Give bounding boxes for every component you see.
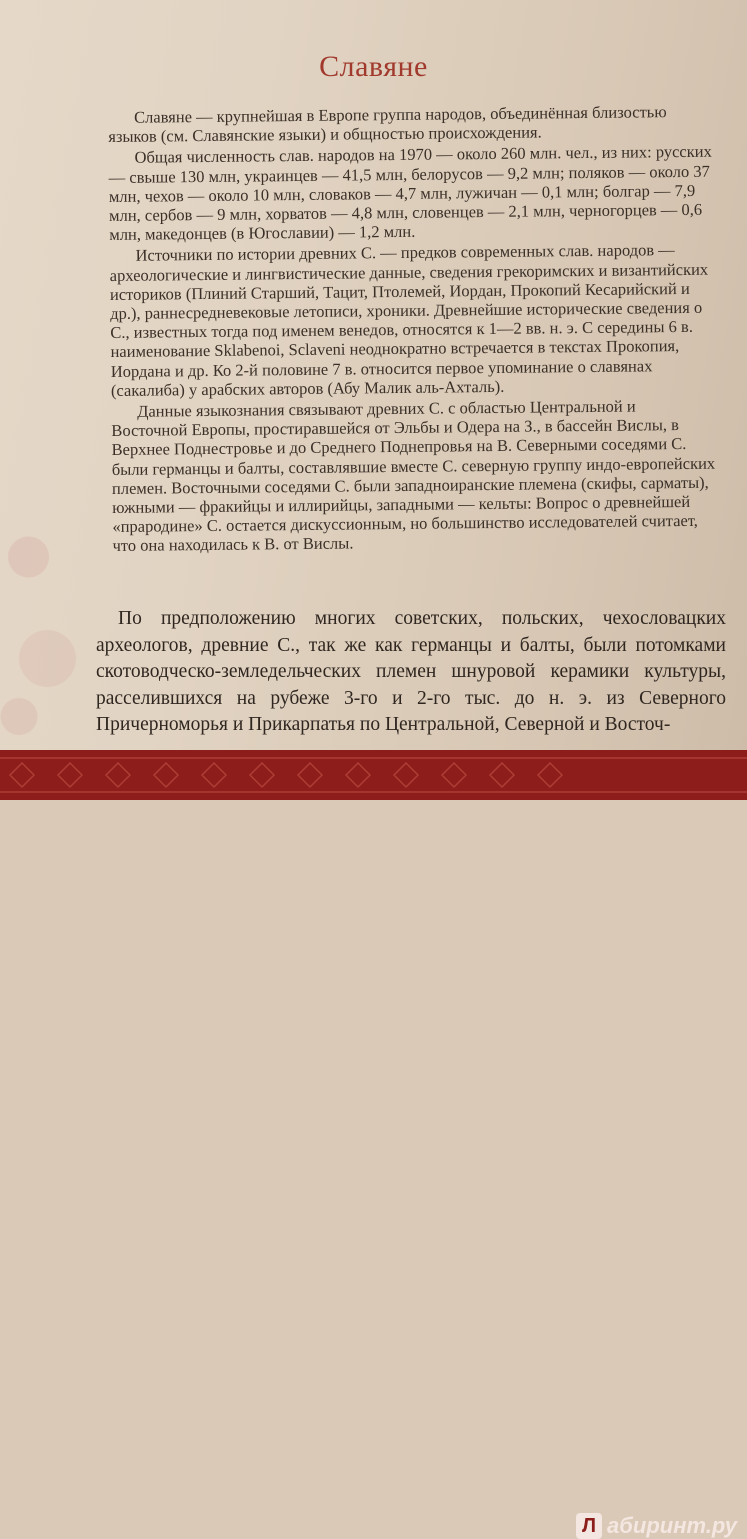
ornament-pattern [0, 750, 747, 800]
paragraph-sources: Источники по истории древних С. — предков современных слав. народов — археологические и лингвистические данные, сведения грекоримских и византийских историков (Плиний Старший, Тацит, Птолемей, Иордан, Прокопий Кесарийский и др.), раннесредневековые летописи, хроники. Древнейшие исторические сведения о С., известных тогда под именем венедов, относятся к 1—2 вв. н. э. С середины 6 в. наименование Sklabenoi, Sclaveni неоднократно встречается в текстах Прокопия, Иордана и др. Ко 2-й половине 7 в. относится первое упоминание о славянах (сакалиба) у арабских авторов (Абу Малик аль-Ахталь). [109, 240, 709, 400]
paragraph-archaeology: По предположению многих советских, польских, чехословацких археологов, древние С., так же как германцы и балты, были потомками скотоводческо-земледельческих племен шнуровой керамики культуры, расселившихся на рубеже 3-го и 2-го тыс. до н. э. из Северного Причерноморья и Прикарпатья по Центральной, Северной и Восточ- [96, 608, 726, 735]
floral-ornament [0, 470, 95, 760]
watermark-text: абиринт.ру [607, 1513, 737, 1538]
labirint-logo-icon: Л [576, 1513, 602, 1539]
decorative-footer-band [0, 750, 747, 1538]
paragraph-intro: Славяне — крупнейшая в Европе группа народов, объединённая близостью языков (см. Славянские языки) и общностью происхождения. [108, 102, 667, 147]
labirint-watermark [576, 1513, 737, 1539]
article-continuation [96, 606, 726, 739]
article-body [108, 102, 717, 556]
page-title: Славяне [319, 50, 428, 83]
paragraph-population: Общая численность слав. народов на 1970 — около 260 млн. чел., из них: русских — свыше 130 млн, украинцев — 41,5 млн, белорусов — 9,2 млн; поляков — около 37 млн, чехов — около 10 млн, словаков — 4,7 млн, лужичан — 0,1 млн; болгар — 7,9 млн, сербов — 9 млн, хорватов — 4,8 млн, словенцев — 2,1 млн, черногорцев — 0,6 млн, македонцев (в Югославии) — 1,2 млн. [108, 142, 712, 245]
paragraph-linguistics: Данные языкознания связывают древних С. с областью Центральной и Восточной Европы, простиравшейся от Эльбы и Одера на З., в бассейн Вислы, в Верхнее Поднестровье и до Среднего Поднепровья на В. Северными соседями С. были германцы и балты, составлявшие вместе С. северную группу индо-европейских племен. Восточными соседями С. были западноиранские племена (скифы, сарматы), южными — фракийцы и иллирийцы, западными — кельты: Вопрос о древнейшей «прародине» С. остается дискуссионным, но большинство исследователей считает, что она находилась к В. от Вислы. [111, 396, 716, 556]
